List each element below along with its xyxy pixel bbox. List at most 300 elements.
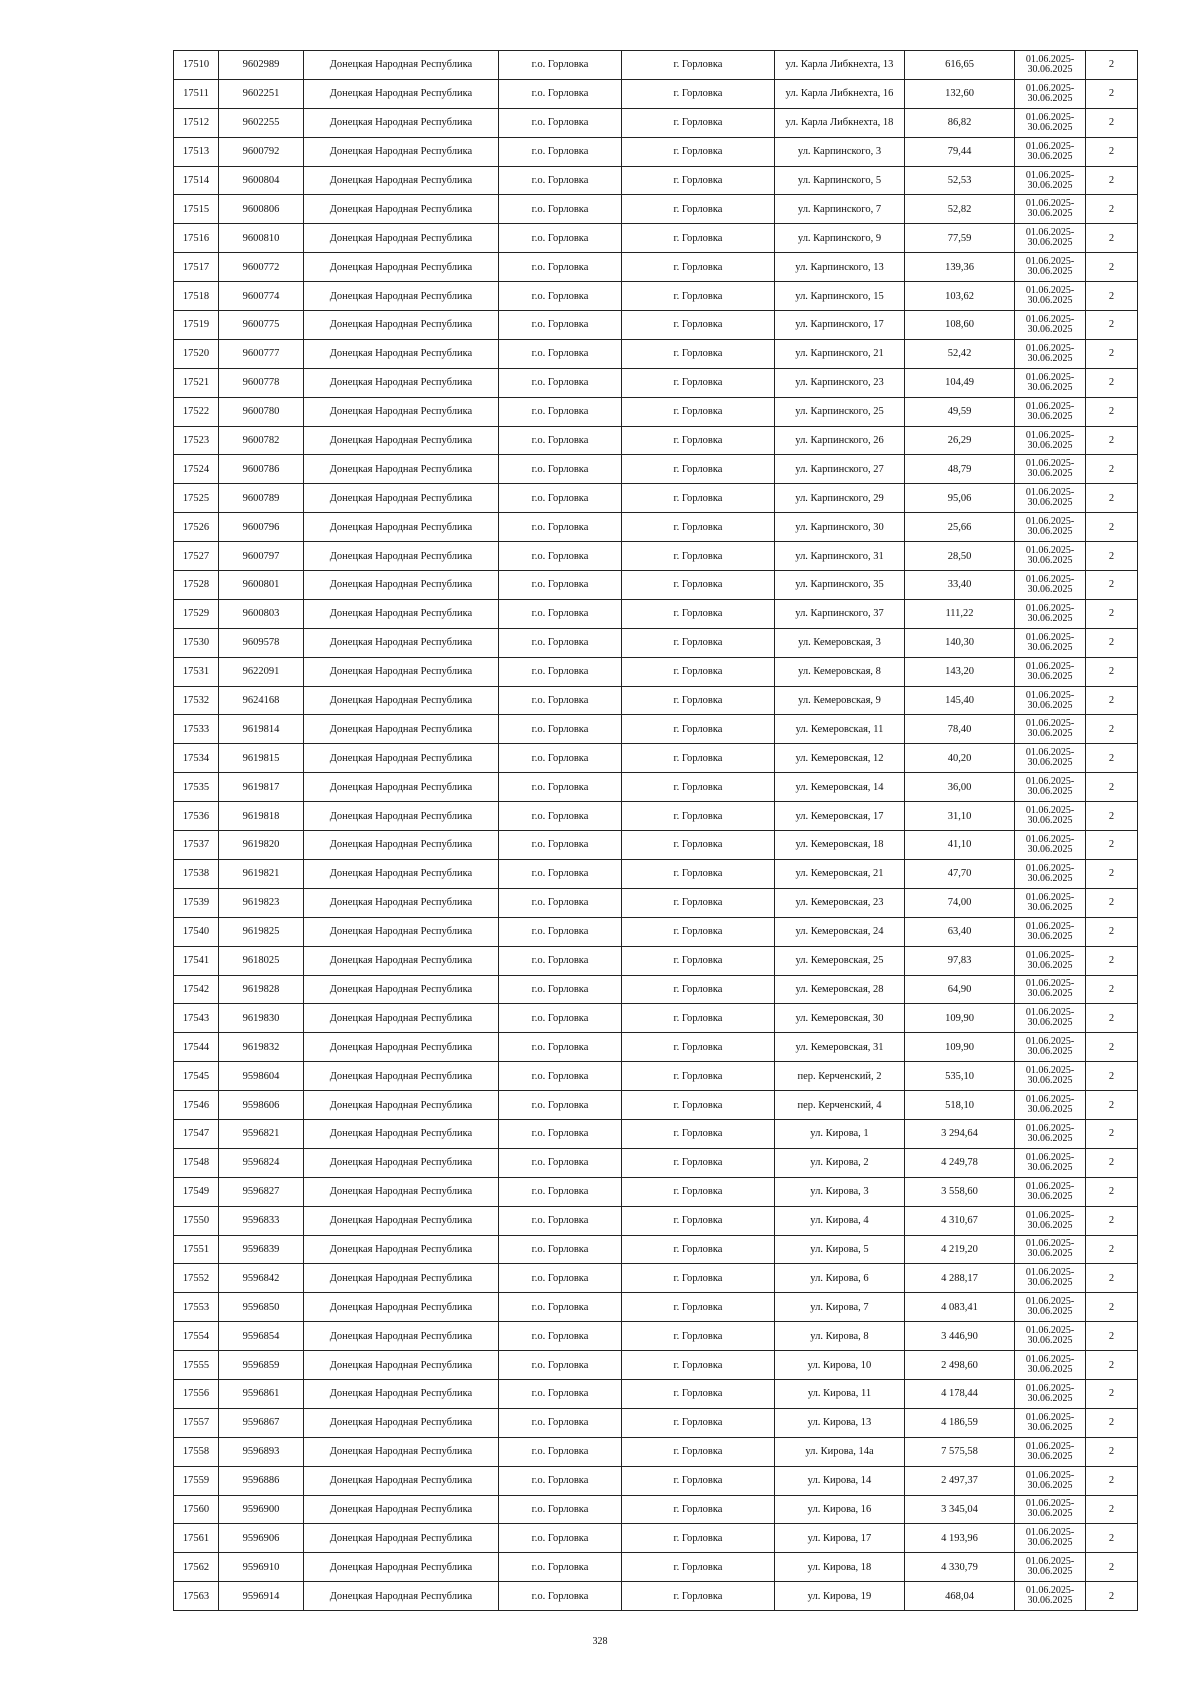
row-number-cell: 17548 xyxy=(174,1148,219,1177)
region-cell: Донецкая Народная Республика xyxy=(304,253,499,282)
region-cell: Донецкая Народная Республика xyxy=(304,744,499,773)
city-cell: г. Горловка xyxy=(622,513,775,542)
region-cell: Донецкая Народная Республика xyxy=(304,1148,499,1177)
city-cell: г. Горловка xyxy=(622,1495,775,1524)
district-cell: г.о. Горловка xyxy=(499,397,622,426)
table-row xyxy=(174,1033,1138,1062)
value-cell: 4 186,59 xyxy=(905,1408,1015,1437)
period-start: 01.06.2025- xyxy=(1025,516,1075,528)
city-cell: г. Горловка xyxy=(622,917,775,946)
district-cell: г.о. Горловка xyxy=(499,1379,622,1408)
period-start: 01.06.2025- xyxy=(1025,1527,1075,1539)
value-cell: 48,79 xyxy=(905,455,1015,484)
row-number-cell: 17551 xyxy=(174,1235,219,1264)
period-start: 01.06.2025- xyxy=(1025,1209,1075,1221)
address-cell: ул. Карпинского, 31 xyxy=(775,542,905,571)
value-cell: 4 193,96 xyxy=(905,1524,1015,1553)
region-cell: Донецкая Народная Республика xyxy=(304,975,499,1004)
period-end: 30.06.2025 xyxy=(1027,815,1073,827)
count-cell: 2 xyxy=(1086,1408,1138,1437)
value-cell: 518,10 xyxy=(905,1091,1015,1120)
period-cell xyxy=(1015,484,1086,513)
period-start: 01.06.2025- xyxy=(1025,1469,1075,1481)
table-row xyxy=(174,339,1138,368)
row-number-cell: 17511 xyxy=(174,79,219,108)
period-cell xyxy=(1015,455,1086,484)
count-cell: 2 xyxy=(1086,802,1138,831)
address-cell: ул. Кемеровская, 12 xyxy=(775,744,905,773)
row-number-cell: 17545 xyxy=(174,1062,219,1091)
value-cell: 4 178,44 xyxy=(905,1379,1015,1408)
value-cell: 4 249,78 xyxy=(905,1148,1015,1177)
address-cell: ул. Кемеровская, 28 xyxy=(775,975,905,1004)
object-code-cell: 9600772 xyxy=(219,253,304,282)
row-number-cell: 17556 xyxy=(174,1379,219,1408)
address-cell: ул. Карпинского, 23 xyxy=(775,368,905,397)
address-cell: ул. Кирова, 14 xyxy=(775,1466,905,1495)
object-code-cell: 9609578 xyxy=(219,628,304,657)
value-cell: 33,40 xyxy=(905,571,1015,600)
period-cell xyxy=(1015,1322,1086,1351)
period-cell xyxy=(1015,802,1086,831)
table-row xyxy=(174,744,1138,773)
district-cell: г.о. Горловка xyxy=(499,166,622,195)
value-cell: 104,49 xyxy=(905,368,1015,397)
period-cell xyxy=(1015,1437,1086,1466)
row-number-cell: 17559 xyxy=(174,1466,219,1495)
value-cell: 3 294,64 xyxy=(905,1119,1015,1148)
region-cell: Донецкая Народная Республика xyxy=(304,1264,499,1293)
address-cell: ул. Карпинского, 3 xyxy=(775,137,905,166)
region-cell: Донецкая Народная Республика xyxy=(304,311,499,340)
region-cell: Донецкая Народная Республика xyxy=(304,715,499,744)
period-start: 01.06.2025- xyxy=(1025,487,1075,499)
address-cell: ул. Карпинского, 21 xyxy=(775,339,905,368)
period-start: 01.06.2025- xyxy=(1025,689,1075,701)
row-number-cell: 17522 xyxy=(174,397,219,426)
district-cell: г.о. Горловка xyxy=(499,542,622,571)
count-cell: 2 xyxy=(1086,628,1138,657)
count-cell: 2 xyxy=(1086,888,1138,917)
city-cell: г. Горловка xyxy=(622,802,775,831)
district-cell: г.о. Горловка xyxy=(499,1322,622,1351)
object-code-cell: 9619818 xyxy=(219,802,304,831)
table-row xyxy=(174,397,1138,426)
period-end: 30.06.2025 xyxy=(1027,988,1073,1000)
period-cell xyxy=(1015,686,1086,715)
district-cell: г.о. Горловка xyxy=(499,1148,622,1177)
table-row xyxy=(174,975,1138,1004)
period-end: 30.06.2025 xyxy=(1027,641,1073,653)
period-end: 30.06.2025 xyxy=(1027,1190,1073,1202)
period-end: 30.06.2025 xyxy=(1027,959,1073,971)
period-cell xyxy=(1015,513,1086,542)
city-cell: г. Горловка xyxy=(622,79,775,108)
district-cell: г.о. Горловка xyxy=(499,831,622,860)
count-cell: 2 xyxy=(1086,1235,1138,1264)
count-cell: 2 xyxy=(1086,1466,1138,1495)
table-row xyxy=(174,282,1138,311)
period-cell xyxy=(1015,1293,1086,1322)
region-cell: Донецкая Народная Республика xyxy=(304,773,499,802)
period-start: 01.06.2025- xyxy=(1025,573,1075,585)
address-cell: ул. Кирова, 17 xyxy=(775,1524,905,1553)
district-cell: г.о. Горловка xyxy=(499,1119,622,1148)
district-cell: г.о. Горловка xyxy=(499,455,622,484)
address-cell: ул. Карпинского, 17 xyxy=(775,311,905,340)
region-cell: Донецкая Народная Республика xyxy=(304,1062,499,1091)
city-cell: г. Горловка xyxy=(622,166,775,195)
region-cell: Донецкая Народная Республика xyxy=(304,455,499,484)
period-end: 30.06.2025 xyxy=(1027,757,1073,769)
table-row xyxy=(174,484,1138,513)
value-cell: 52,82 xyxy=(905,195,1015,224)
value-cell: 52,53 xyxy=(905,166,1015,195)
region-cell: Донецкая Народная Республика xyxy=(304,1437,499,1466)
table-row xyxy=(174,1091,1138,1120)
count-cell: 2 xyxy=(1086,1293,1138,1322)
object-code-cell: 9600777 xyxy=(219,339,304,368)
value-cell: 140,30 xyxy=(905,628,1015,657)
page-number: 328 xyxy=(592,1636,608,1647)
value-cell: 111,22 xyxy=(905,599,1015,628)
row-number-cell: 17525 xyxy=(174,484,219,513)
address-cell: ул. Кирова, 3 xyxy=(775,1177,905,1206)
address-cell: ул. Кемеровская, 3 xyxy=(775,628,905,657)
object-code-cell: 9598604 xyxy=(219,1062,304,1091)
period-cell xyxy=(1015,744,1086,773)
table-row xyxy=(174,657,1138,686)
region-cell: Донецкая Народная Республика xyxy=(304,1351,499,1380)
district-cell: г.о. Горловка xyxy=(499,1062,622,1091)
row-number-cell: 17561 xyxy=(174,1524,219,1553)
table-row xyxy=(174,166,1138,195)
period-start: 01.06.2025- xyxy=(1025,545,1075,557)
city-cell: г. Горловка xyxy=(622,397,775,426)
period-cell xyxy=(1015,917,1086,946)
district-cell: г.о. Горловка xyxy=(499,888,622,917)
period-start: 01.06.2025- xyxy=(1025,1094,1075,1105)
period-cell xyxy=(1015,859,1086,888)
object-code-cell: 9600775 xyxy=(219,311,304,340)
period-start: 01.06.2025- xyxy=(1025,718,1075,730)
object-code-cell: 9596850 xyxy=(219,1293,304,1322)
period-start: 01.06.2025- xyxy=(1025,82,1075,94)
period-start: 01.06.2025- xyxy=(1025,805,1075,817)
period-end: 30.06.2025 xyxy=(1027,92,1073,104)
period-end: 30.06.2025 xyxy=(1027,1450,1073,1462)
period-cell xyxy=(1015,1235,1086,1264)
count-cell: 2 xyxy=(1086,282,1138,311)
district-cell: г.о. Горловка xyxy=(499,1235,622,1264)
region-cell: Донецкая Народная Республика xyxy=(304,1582,499,1611)
period-cell xyxy=(1015,628,1086,657)
address-cell: ул. Кирова, 5 xyxy=(775,1235,905,1264)
period-cell xyxy=(1015,542,1086,571)
period-end: 30.06.2025 xyxy=(1027,1364,1073,1376)
object-code-cell: 9619823 xyxy=(219,888,304,917)
city-cell: г. Горловка xyxy=(622,628,775,657)
district-cell: г.о. Горловка xyxy=(499,513,622,542)
district-cell: г.о. Горловка xyxy=(499,311,622,340)
period-cell xyxy=(1015,657,1086,686)
period-cell xyxy=(1015,1119,1086,1148)
region-cell: Донецкая Народная Республика xyxy=(304,224,499,253)
period-start: 01.06.2025- xyxy=(1025,227,1075,239)
period-start: 01.06.2025- xyxy=(1025,429,1075,441)
value-cell: 2 498,60 xyxy=(905,1351,1015,1380)
period-end: 30.06.2025 xyxy=(1027,1421,1073,1433)
region-cell: Донецкая Народная Республика xyxy=(304,542,499,571)
table-row xyxy=(174,859,1138,888)
period-cell xyxy=(1015,253,1086,282)
period-end: 30.06.2025 xyxy=(1027,497,1073,509)
period-end: 30.06.2025 xyxy=(1027,1248,1073,1260)
row-number-cell: 17528 xyxy=(174,571,219,600)
table-row xyxy=(174,311,1138,340)
table-row xyxy=(174,1437,1138,1466)
region-cell: Донецкая Народная Республика xyxy=(304,888,499,917)
city-cell: г. Горловка xyxy=(622,975,775,1004)
table-row xyxy=(174,368,1138,397)
address-cell: ул. Карпинского, 5 xyxy=(775,166,905,195)
period-start: 01.06.2025- xyxy=(1025,660,1075,672)
value-cell: 132,60 xyxy=(905,79,1015,108)
period-cell xyxy=(1015,1177,1086,1206)
table-row xyxy=(174,1293,1138,1322)
row-number-cell: 17539 xyxy=(174,888,219,917)
value-cell: 41,10 xyxy=(905,831,1015,860)
value-cell: 86,82 xyxy=(905,108,1015,137)
value-cell: 4 288,17 xyxy=(905,1264,1015,1293)
table-row xyxy=(174,888,1138,917)
period-cell xyxy=(1015,108,1086,137)
count-cell: 2 xyxy=(1086,311,1138,340)
value-cell: 4 330,79 xyxy=(905,1553,1015,1582)
object-code-cell: 9596861 xyxy=(219,1379,304,1408)
city-cell: г. Горловка xyxy=(622,137,775,166)
address-cell: ул. Карпинского, 7 xyxy=(775,195,905,224)
period-cell xyxy=(1015,1004,1086,1033)
region-cell: Донецкая Народная Республика xyxy=(304,108,499,137)
period-end: 30.06.2025 xyxy=(1027,583,1073,595)
district-cell: г.о. Горловка xyxy=(499,715,622,744)
count-cell: 2 xyxy=(1086,1062,1138,1091)
address-cell: ул. Кирова, 19 xyxy=(775,1582,905,1611)
region-cell: Донецкая Народная Республика xyxy=(304,1235,499,1264)
address-cell: ул. Кемеровская, 18 xyxy=(775,831,905,860)
row-number-cell: 17513 xyxy=(174,137,219,166)
period-end: 30.06.2025 xyxy=(1027,1392,1073,1404)
city-cell: г. Горловка xyxy=(622,1437,775,1466)
period-cell xyxy=(1015,1091,1086,1120)
count-cell: 2 xyxy=(1086,108,1138,137)
count-cell: 2 xyxy=(1086,1379,1138,1408)
period-start: 01.06.2025- xyxy=(1025,631,1075,643)
period-start: 01.06.2025- xyxy=(1025,285,1075,297)
city-cell: г. Горловка xyxy=(622,1351,775,1380)
region-cell: Донецкая Народная Республика xyxy=(304,1033,499,1062)
row-number-cell: 17536 xyxy=(174,802,219,831)
buildings-table xyxy=(173,50,1138,1611)
region-cell: Донецкая Народная Республика xyxy=(304,1293,499,1322)
table-row xyxy=(174,1379,1138,1408)
object-code-cell: 9596859 xyxy=(219,1351,304,1380)
period-end: 30.06.2025 xyxy=(1027,930,1073,942)
district-cell: г.о. Горловка xyxy=(499,282,622,311)
region-cell: Донецкая Народная Республика xyxy=(304,339,499,368)
table-row xyxy=(174,1177,1138,1206)
district-cell: г.о. Горловка xyxy=(499,571,622,600)
city-cell: г. Горловка xyxy=(622,831,775,860)
period-cell xyxy=(1015,426,1086,455)
row-number-cell: 17532 xyxy=(174,686,219,715)
city-cell: г. Горловка xyxy=(622,339,775,368)
table-row xyxy=(174,108,1138,137)
period-end: 30.06.2025 xyxy=(1027,670,1073,682)
region-cell: Донецкая Народная Республика xyxy=(304,513,499,542)
city-cell: г. Горловка xyxy=(622,715,775,744)
address-cell: ул. Кемеровская, 9 xyxy=(775,686,905,715)
district-cell: г.о. Горловка xyxy=(499,1582,622,1611)
row-number-cell: 17560 xyxy=(174,1495,219,1524)
object-code-cell: 9619815 xyxy=(219,744,304,773)
table-row xyxy=(174,831,1138,860)
region-cell: Донецкая Народная Республика xyxy=(304,571,499,600)
row-number-cell: 17541 xyxy=(174,946,219,975)
count-cell: 2 xyxy=(1086,657,1138,686)
period-start: 01.06.2025- xyxy=(1025,1065,1075,1077)
address-cell: пер. Керченский, 4 xyxy=(775,1091,905,1120)
period-cell xyxy=(1015,1062,1086,1091)
address-cell: ул. Кирова, 10 xyxy=(775,1351,905,1380)
table-row xyxy=(174,1119,1138,1148)
period-start: 01.06.2025- xyxy=(1025,342,1075,354)
period-start: 01.06.2025- xyxy=(1025,1498,1075,1510)
city-cell: г. Горловка xyxy=(622,1524,775,1553)
object-code-cell: 9619828 xyxy=(219,975,304,1004)
region-cell: Донецкая Народная Республика xyxy=(304,599,499,628)
count-cell: 2 xyxy=(1086,946,1138,975)
value-cell: 616,65 xyxy=(905,51,1015,80)
period-cell xyxy=(1015,339,1086,368)
city-cell: г. Горловка xyxy=(622,1322,775,1351)
object-code-cell: 9600782 xyxy=(219,426,304,455)
district-cell: г.о. Горловка xyxy=(499,1495,622,1524)
count-cell: 2 xyxy=(1086,368,1138,397)
count-cell: 2 xyxy=(1086,1437,1138,1466)
period-end: 30.06.2025 xyxy=(1027,266,1073,278)
object-code-cell: 9619820 xyxy=(219,831,304,860)
value-cell: 74,00 xyxy=(905,888,1015,917)
region-cell: Донецкая Народная Республика xyxy=(304,686,499,715)
period-start: 01.06.2025- xyxy=(1025,1151,1075,1163)
period-start: 01.06.2025- xyxy=(1025,1122,1075,1134)
row-number-cell: 17540 xyxy=(174,917,219,946)
value-cell: 64,90 xyxy=(905,975,1015,1004)
district-cell: г.о. Горловка xyxy=(499,773,622,802)
city-cell: г. Горловка xyxy=(622,484,775,513)
row-number-cell: 17534 xyxy=(174,744,219,773)
period-cell xyxy=(1015,1264,1086,1293)
address-cell: ул. Кемеровская, 30 xyxy=(775,1004,905,1033)
table-row xyxy=(174,137,1138,166)
period-end: 30.06.2025 xyxy=(1027,1104,1073,1115)
period-start: 01.06.2025- xyxy=(1025,833,1075,845)
count-cell: 2 xyxy=(1086,1264,1138,1293)
object-code-cell: 9600774 xyxy=(219,282,304,311)
district-cell: г.о. Горловка xyxy=(499,599,622,628)
value-cell: 3 446,90 xyxy=(905,1322,1015,1351)
object-code-cell: 9600796 xyxy=(219,513,304,542)
city-cell: г. Горловка xyxy=(622,368,775,397)
object-code-cell: 9602255 xyxy=(219,108,304,137)
address-cell: ул. Кирова, 2 xyxy=(775,1148,905,1177)
period-end: 30.06.2025 xyxy=(1027,208,1073,220)
district-cell: г.о. Горловка xyxy=(499,1091,622,1120)
count-cell: 2 xyxy=(1086,744,1138,773)
city-cell: г. Горловка xyxy=(622,571,775,600)
period-start: 01.06.2025- xyxy=(1025,53,1075,65)
object-code-cell: 9600804 xyxy=(219,166,304,195)
table-row xyxy=(174,79,1138,108)
address-cell: ул. Карпинского, 30 xyxy=(775,513,905,542)
count-cell: 2 xyxy=(1086,397,1138,426)
district-cell: г.о. Горловка xyxy=(499,51,622,80)
count-cell: 2 xyxy=(1086,513,1138,542)
period-start: 01.06.2025- xyxy=(1025,1411,1075,1423)
period-end: 30.06.2025 xyxy=(1027,1566,1073,1578)
count-cell: 2 xyxy=(1086,1004,1138,1033)
value-cell: 3 558,60 xyxy=(905,1177,1015,1206)
district-cell: г.о. Горловка xyxy=(499,1033,622,1062)
value-cell: 139,36 xyxy=(905,253,1015,282)
value-cell: 26,29 xyxy=(905,426,1015,455)
city-cell: г. Горловка xyxy=(622,859,775,888)
period-end: 30.06.2025 xyxy=(1027,1075,1073,1087)
address-cell: ул. Кирова, 18 xyxy=(775,1553,905,1582)
object-code-cell: 9600780 xyxy=(219,397,304,426)
period-end: 30.06.2025 xyxy=(1027,901,1073,913)
period-cell xyxy=(1015,1033,1086,1062)
count-cell: 2 xyxy=(1086,859,1138,888)
region-cell: Донецкая Народная Республика xyxy=(304,1495,499,1524)
count-cell: 2 xyxy=(1086,1033,1138,1062)
period-end: 30.06.2025 xyxy=(1027,728,1073,740)
value-cell: 145,40 xyxy=(905,686,1015,715)
table-row xyxy=(174,1004,1138,1033)
row-number-cell: 17530 xyxy=(174,628,219,657)
address-cell: ул. Кирова, 4 xyxy=(775,1206,905,1235)
object-code-cell: 9619832 xyxy=(219,1033,304,1062)
address-cell: ул. Кирова, 13 xyxy=(775,1408,905,1437)
region-cell: Донецкая Народная Республика xyxy=(304,946,499,975)
object-code-cell: 9600797 xyxy=(219,542,304,571)
object-code-cell: 9596821 xyxy=(219,1119,304,1148)
table-row xyxy=(174,426,1138,455)
period-end: 30.06.2025 xyxy=(1027,410,1073,422)
count-cell: 2 xyxy=(1086,975,1138,1004)
period-start: 01.06.2025- xyxy=(1025,1556,1075,1568)
row-number-cell: 17549 xyxy=(174,1177,219,1206)
region-cell: Донецкая Народная Республика xyxy=(304,51,499,80)
row-number-cell: 17526 xyxy=(174,513,219,542)
table-row xyxy=(174,1466,1138,1495)
value-cell: 2 497,37 xyxy=(905,1466,1015,1495)
row-number-cell: 17521 xyxy=(174,368,219,397)
period-cell xyxy=(1015,1408,1086,1437)
city-cell: г. Горловка xyxy=(622,253,775,282)
